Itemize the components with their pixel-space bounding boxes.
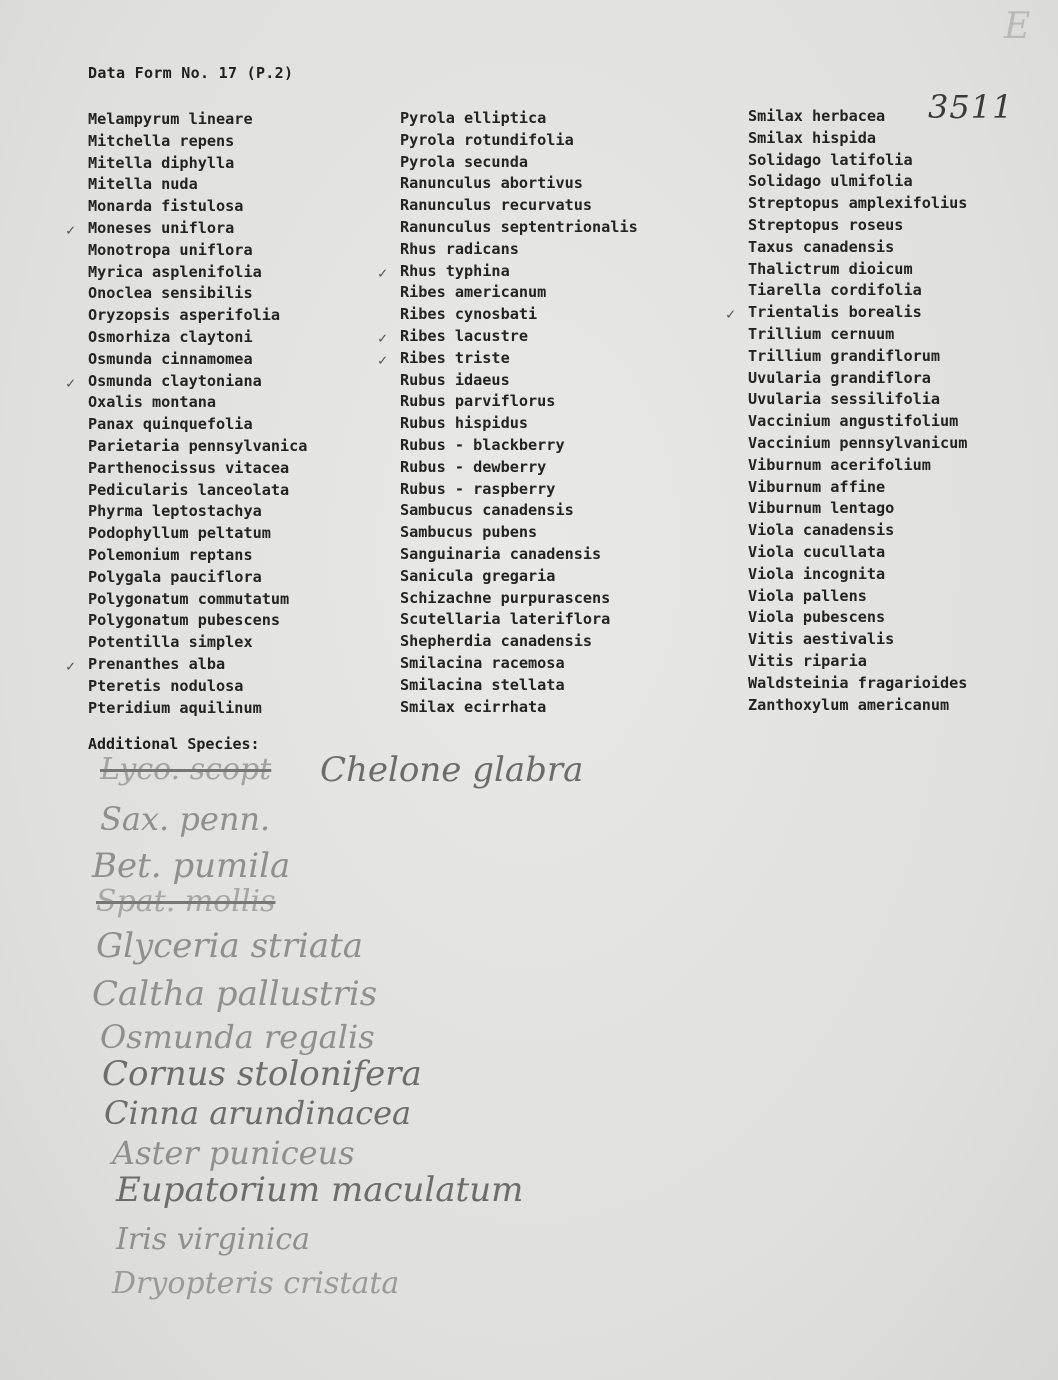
species-list-item bbox=[400, 522, 638, 544]
species-name: Streptopus amplexifolius bbox=[748, 194, 968, 213]
species-name: Rubus hispidus bbox=[400, 414, 529, 433]
species-name: Podophyllum peltatum bbox=[88, 524, 271, 543]
species-name: Sambucus pubens bbox=[400, 523, 538, 542]
species-name: Ribes cynosbati bbox=[400, 305, 538, 324]
species-list-item bbox=[748, 106, 967, 128]
species-name: Rubus - dewberry bbox=[400, 457, 547, 476]
species-name: Waldsteinia fragarioides bbox=[748, 673, 968, 692]
species-list-item bbox=[748, 346, 967, 368]
species-list-item bbox=[66, 654, 307, 676]
species-name: Rhus typhina bbox=[400, 261, 510, 280]
species-column-3 bbox=[726, 106, 968, 716]
species-name: Osmunda claytoniana bbox=[88, 371, 262, 390]
species-name: Viola incognita bbox=[748, 564, 886, 583]
species-name: Uvularia grandiflora bbox=[748, 368, 931, 387]
species-list-item bbox=[400, 152, 638, 174]
species-list-item bbox=[748, 193, 967, 215]
handwritten-entry: Eupatorium maculatum bbox=[116, 1170, 524, 1210]
species-list-item bbox=[400, 304, 638, 326]
species-list-item bbox=[88, 458, 307, 480]
species-list-item bbox=[748, 586, 967, 608]
species-list-item bbox=[88, 109, 307, 131]
species-list-item bbox=[378, 326, 638, 348]
species-name: Moneses uniflora bbox=[88, 218, 235, 237]
corner-mark: E bbox=[1004, 6, 1031, 47]
species-name: Potentilla simplex bbox=[88, 633, 253, 652]
species-list-item bbox=[748, 259, 967, 281]
species-list-item bbox=[748, 324, 967, 346]
species-list-item bbox=[88, 349, 307, 371]
species-name: Osmorhiza claytoni bbox=[88, 327, 253, 346]
species-name: Monotropa uniflora bbox=[88, 240, 253, 259]
species-name: Ribes lacustre bbox=[400, 326, 529, 345]
species-name: Ranunculus abortivus bbox=[400, 174, 583, 193]
species-list-item bbox=[400, 413, 638, 435]
species-list-item bbox=[378, 261, 638, 283]
species-name: Prenanthes alba bbox=[88, 654, 226, 673]
species-name: Pteretis nodulosa bbox=[88, 676, 244, 695]
species-name: Zanthoxylum americanum bbox=[748, 695, 950, 714]
pencil-check-mark-icon: ✓ bbox=[726, 305, 736, 324]
species-name: Polygala pauciflora bbox=[88, 567, 262, 586]
species-list-item bbox=[748, 651, 967, 673]
species-list-item bbox=[748, 542, 967, 564]
species-column-1 bbox=[66, 109, 308, 719]
species-name: Rubus - raspberry bbox=[400, 479, 556, 498]
species-list-item bbox=[88, 174, 307, 196]
species-list-item bbox=[88, 305, 307, 327]
species-name: Onoclea sensibilis bbox=[88, 284, 253, 303]
pencil-check-mark-icon: ✓ bbox=[378, 350, 388, 369]
species-name: Monarda fistulosa bbox=[88, 197, 244, 216]
species-list-item bbox=[88, 240, 307, 262]
species-name: Sanguinaria canadensis bbox=[400, 544, 602, 563]
species-list-item bbox=[400, 566, 638, 588]
species-name: Vitis aestivalis bbox=[748, 630, 895, 649]
species-list-item bbox=[400, 108, 638, 130]
species-list-item bbox=[748, 215, 967, 237]
species-list-item bbox=[88, 545, 307, 567]
species-name: Ranunculus septentrionalis bbox=[400, 217, 638, 236]
species-list-item bbox=[88, 436, 307, 458]
handwritten-struck-entry: Lyco. scopt bbox=[100, 752, 272, 787]
species-name: Solidago latifolia bbox=[748, 150, 913, 169]
species-column-2 bbox=[378, 108, 638, 718]
species-name: Phyrma leptostachya bbox=[88, 502, 262, 521]
species-name: Pyrola elliptica bbox=[400, 109, 547, 127]
species-list-item bbox=[748, 607, 967, 629]
species-list-item bbox=[66, 218, 307, 240]
handwritten-entry: Caltha pallustris bbox=[92, 974, 378, 1014]
species-list-item bbox=[748, 280, 967, 302]
species-name: Viola cucullata bbox=[748, 542, 886, 561]
species-list-item bbox=[400, 457, 638, 479]
species-name: Scutellaria lateriflora bbox=[400, 610, 611, 629]
species-name: Tiarella cordifolia bbox=[748, 281, 922, 300]
species-name: Uvularia sessilifolia bbox=[748, 390, 941, 409]
species-list-item bbox=[88, 153, 307, 175]
species-name: Smilacina racemosa bbox=[400, 653, 565, 672]
species-name: Mitchella repens bbox=[88, 131, 235, 150]
species-name: Pteridium aquilinum bbox=[88, 698, 262, 717]
page-number: 3511 bbox=[928, 88, 1014, 126]
pencil-check-mark-icon: ✓ bbox=[66, 656, 76, 675]
species-list-item bbox=[88, 196, 307, 218]
handwritten-entry: Cinna arundinacea bbox=[104, 1094, 412, 1132]
species-name: Pyrola rotundifolia bbox=[400, 130, 574, 149]
species-list-item bbox=[400, 173, 638, 195]
species-name: Panax quinquefolia bbox=[88, 415, 253, 434]
species-list-item bbox=[400, 631, 638, 653]
species-list-item bbox=[88, 392, 307, 414]
species-list-item bbox=[88, 523, 307, 545]
species-list-item bbox=[400, 653, 638, 675]
species-list-item bbox=[88, 632, 307, 654]
species-list-item bbox=[748, 150, 967, 172]
species-list-item bbox=[748, 498, 967, 520]
handwritten-entry: Bet. pumila bbox=[92, 846, 291, 886]
handwritten-entry: Iris virginica bbox=[116, 1222, 311, 1257]
species-name: Parietaria pennsylvanica bbox=[88, 436, 308, 455]
species-list-item bbox=[400, 544, 638, 566]
species-name: Trillium grandiflorum bbox=[748, 346, 941, 365]
species-name: Ribes americanum bbox=[400, 283, 547, 302]
species-list-item bbox=[748, 673, 967, 695]
species-list-item bbox=[88, 283, 307, 305]
species-list-item bbox=[88, 589, 307, 611]
species-list-item bbox=[400, 282, 638, 304]
species-name: Solidago ulmifolia bbox=[748, 172, 913, 191]
species-name: Streptopus roseus bbox=[748, 215, 904, 234]
species-name: Sambucus canadensis bbox=[400, 501, 574, 520]
species-name: Smilax ecirrhata bbox=[400, 697, 547, 716]
species-name: Viola pallens bbox=[748, 586, 867, 605]
species-name: Shepherdia canadensis bbox=[400, 632, 593, 651]
species-name: Pedicularis lanceolata bbox=[88, 480, 290, 499]
species-list-item bbox=[748, 695, 967, 717]
species-list-item bbox=[748, 368, 967, 390]
species-list-item bbox=[400, 195, 638, 217]
species-list-item bbox=[748, 477, 967, 499]
species-name: Vitis riparia bbox=[748, 651, 867, 670]
species-name: Oxalis montana bbox=[88, 393, 217, 412]
pencil-check-mark-icon: ✓ bbox=[378, 263, 388, 282]
species-name: Myrica asplenifolia bbox=[88, 262, 262, 281]
species-name: Trientalis borealis bbox=[748, 303, 922, 322]
species-name: Ranunculus recurvatus bbox=[400, 196, 593, 215]
species-name: Mitella diphylla bbox=[88, 153, 235, 172]
handwritten-entry: Glyceria striata bbox=[96, 926, 364, 966]
species-list-item bbox=[400, 479, 638, 501]
species-list-item bbox=[400, 588, 638, 610]
handwritten-entry: Sax. penn. bbox=[100, 800, 271, 838]
species-name: Thalictrum dioicum bbox=[748, 259, 913, 278]
species-list-item bbox=[748, 455, 967, 477]
species-list-item bbox=[88, 610, 307, 632]
species-list-item bbox=[88, 480, 307, 502]
species-name: Viburnum acerifolium bbox=[748, 455, 931, 474]
pencil-check-mark-icon: ✓ bbox=[66, 373, 76, 392]
pencil-check-mark-icon: ✓ bbox=[378, 328, 388, 347]
species-list-item bbox=[88, 327, 307, 349]
species-name: Vaccinium pennsylvanicum bbox=[748, 433, 968, 452]
species-list-item bbox=[400, 370, 638, 392]
species-list-item bbox=[400, 239, 638, 261]
species-name: Taxus canadensis bbox=[748, 237, 895, 256]
species-list-item bbox=[748, 237, 967, 259]
species-name: Rubus parviflorus bbox=[400, 392, 556, 411]
species-list-item bbox=[748, 520, 967, 542]
additional-species-label: Additional Species: bbox=[88, 735, 260, 753]
pencil-check-mark-icon: ✓ bbox=[66, 220, 76, 239]
species-name: Sanicula gregaria bbox=[400, 566, 556, 585]
handwritten-entry: Cornus stolonifera bbox=[102, 1054, 422, 1094]
handwritten-entry: Chelone glabra bbox=[320, 750, 584, 790]
species-list-item bbox=[66, 371, 307, 393]
species-name: Polygonatum pubescens bbox=[88, 611, 281, 630]
species-name: Viburnum affine bbox=[748, 477, 886, 496]
species-list-item bbox=[400, 697, 638, 719]
species-list-item bbox=[400, 609, 638, 631]
species-list-item bbox=[88, 414, 307, 436]
species-list-item bbox=[400, 391, 638, 413]
species-list-item bbox=[748, 433, 967, 455]
handwritten-entry: Aster puniceus bbox=[112, 1134, 355, 1172]
species-list-item bbox=[748, 128, 967, 150]
species-name: Trillium cernuum bbox=[748, 324, 895, 343]
form-title: Data Form No. 17 (P.2) bbox=[88, 64, 294, 82]
species-name: Mitella nuda bbox=[88, 175, 198, 194]
species-name: Schizachne purpurascens bbox=[400, 588, 611, 607]
handwritten-struck-entry: Spat. mollis bbox=[96, 884, 276, 919]
species-name: Vaccinium angustifolium bbox=[748, 412, 959, 431]
species-list-item bbox=[400, 435, 638, 457]
species-name: Viburnum lentago bbox=[748, 499, 895, 518]
species-list-item bbox=[400, 130, 638, 152]
species-list-item bbox=[88, 567, 307, 589]
species-name: Rubus - blackberry bbox=[400, 435, 565, 454]
species-list-item bbox=[748, 389, 967, 411]
species-name: Viola canadensis bbox=[748, 521, 895, 540]
species-list-item bbox=[748, 629, 967, 651]
species-list-item bbox=[748, 171, 967, 193]
species-list-item bbox=[400, 675, 638, 697]
species-list-item bbox=[400, 500, 638, 522]
species-name: Parthenocissus vitacea bbox=[88, 458, 290, 477]
species-name: Ribes triste bbox=[400, 348, 510, 367]
species-name: Smilacina stellata bbox=[400, 675, 565, 694]
species-list-item bbox=[400, 217, 638, 239]
species-name: Polemonium reptans bbox=[88, 545, 253, 564]
species-name: Smilax hispida bbox=[748, 128, 877, 147]
species-name: Oryzopsis asperifolia bbox=[88, 306, 281, 325]
species-list-item bbox=[726, 302, 967, 324]
species-list-item bbox=[88, 676, 307, 698]
species-name: Osmunda cinnamomea bbox=[88, 349, 253, 368]
species-list-item bbox=[88, 262, 307, 284]
species-name: Melampyrum lineare bbox=[88, 110, 253, 128]
handwritten-entry: Dryopteris cristata bbox=[112, 1266, 400, 1301]
species-name: Polygonatum commutatum bbox=[88, 589, 290, 608]
species-name: Smilax herbacea bbox=[748, 107, 886, 125]
species-list-item bbox=[88, 131, 307, 153]
species-list-item bbox=[378, 348, 638, 370]
species-name: Pyrola secunda bbox=[400, 152, 529, 171]
species-name: Rubus idaeus bbox=[400, 370, 510, 389]
handwritten-entry: Osmunda regalis bbox=[100, 1018, 375, 1056]
species-name: Rhus radicans bbox=[400, 239, 519, 258]
species-list-item bbox=[88, 501, 307, 523]
species-name: Viola pubescens bbox=[748, 608, 886, 627]
species-list-item bbox=[748, 564, 967, 586]
species-list-item bbox=[748, 411, 967, 433]
species-list-item bbox=[88, 698, 307, 720]
